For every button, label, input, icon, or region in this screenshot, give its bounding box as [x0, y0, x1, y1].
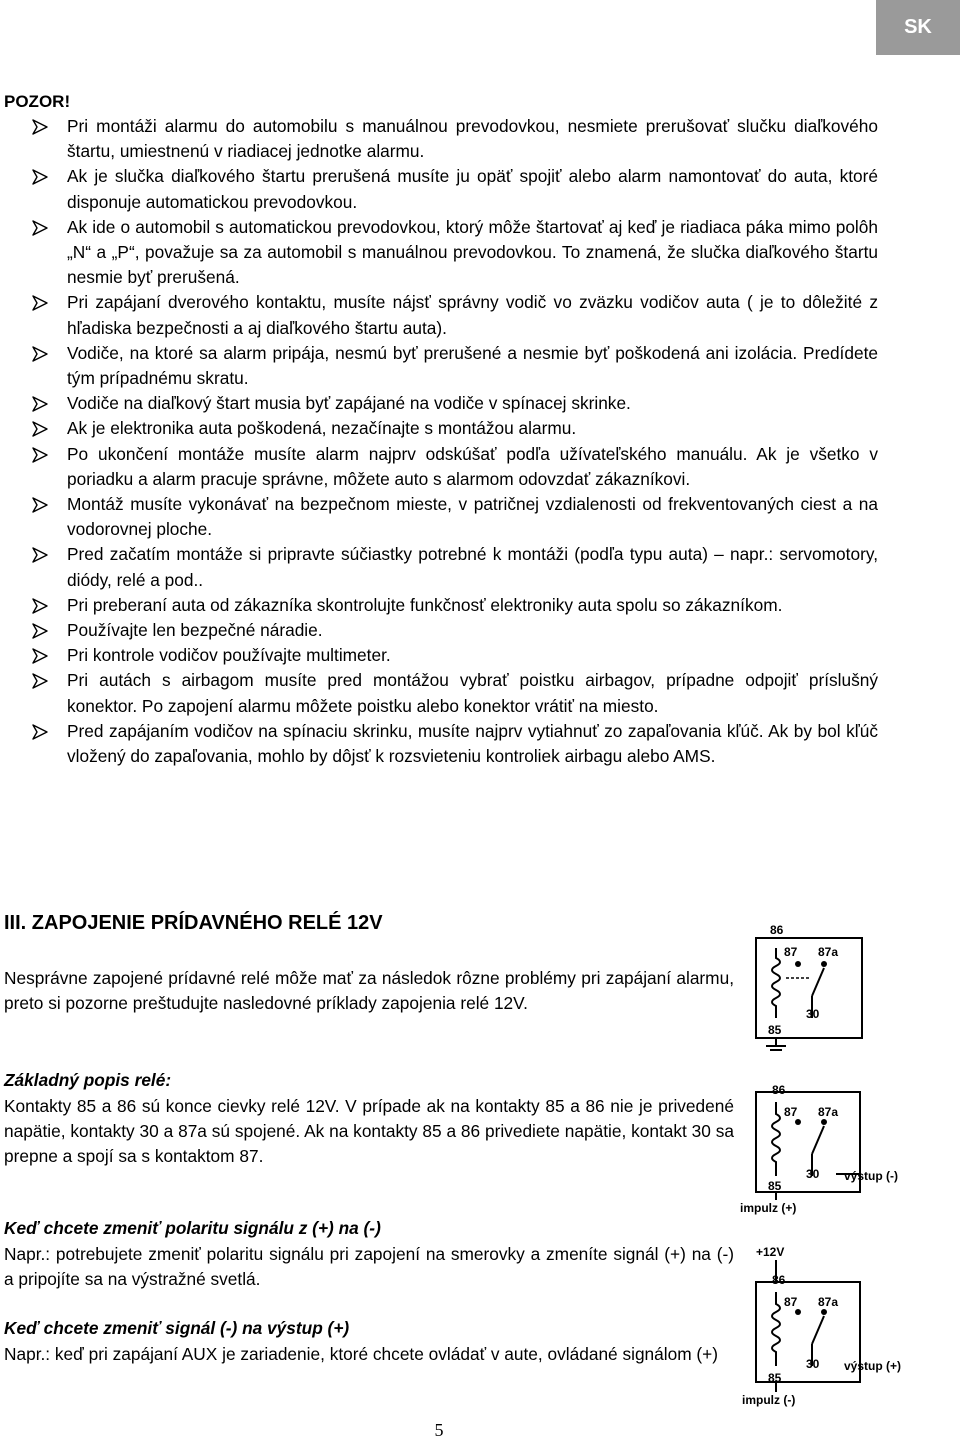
output-title: Keď chcete zmeniť signál (-) na výstup (+) — [4, 1318, 350, 1338]
relay-diagram-output — [740, 1240, 920, 1408]
warning-item — [32, 442, 878, 492]
warning-item — [32, 492, 878, 542]
warning-text: Pred začatím montáže si pripravte súčiastky potrebné k montáži (podľa typu auta) – napr.: servomotory, diódy, relé a pod.. — [67, 544, 878, 590]
arrow-bullet-icon — [32, 421, 48, 437]
warning-text: Ak je elektronika auta poškodená, nezačínajte s montážou alarmu. — [67, 418, 577, 439]
warning-text: Ak ide o automobil s automatickou prevodovkou, ktorý môže štartovať aj keď je riadiaca páka mimo polôh „N“ a „P“, považuje sa za automobil s manuálnou prevodovkou. To znamená, že slučka diaľkového štartu nesmie byť prerušená. — [67, 216, 878, 288]
arrow-bullet-icon — [32, 648, 48, 664]
warning-item — [32, 643, 878, 668]
input-label: impulz (-) — [742, 1393, 796, 1407]
warning-text: Po ukončení montáže musíte alarm najprv odskúšať podľa užívateľského manuálu. Ak je všetko v poriadku a alarm pracuje správne, môžete auto s alarmom odovzdať zákazníkovi. — [67, 443, 878, 489]
warning-item — [32, 719, 878, 769]
relay-diagram-polarity — [740, 1080, 920, 1216]
pin-87a-label: 87a — [818, 1295, 839, 1309]
pin-85-label: 85 — [768, 1023, 782, 1037]
pin-87a-label: 87a — [818, 945, 839, 959]
arrow-bullet-icon — [32, 497, 48, 513]
warning-text: Pri autách s airbagom musíte pred montážou vybrať poistku airbagov, prípadne odpojiť príslušný konektor. Po zapojení alarmu môžete poistku alebo konektor vrátiť na miesto. — [67, 670, 878, 716]
pin-85-label: 85 — [768, 1371, 782, 1385]
pin-86-label: 86 — [772, 1273, 786, 1287]
arrow-bullet-icon — [32, 169, 48, 185]
warning-item — [32, 618, 878, 643]
arrow-bullet-icon — [32, 295, 48, 311]
warning-item — [32, 114, 878, 164]
pin-87-label: 87 — [784, 1295, 798, 1309]
warning-text: Pri zapájaní dverového kontaktu, musíte nájsť správny vodič vo zväzku vodičov auta ( je to dôležité z hľadiska bezpečnosti a aj diaľkového štartu auta). — [67, 292, 878, 338]
input-label: impulz (+) — [740, 1201, 797, 1215]
warning-item — [32, 164, 878, 214]
switch-contact-icon — [812, 1316, 824, 1344]
output-text: Napr.: keď pri zapájaní AUX je zariadenie, ktoré chcete ovládať v aute, ovládané signálom (+) — [4, 1344, 719, 1364]
warning-item — [32, 290, 878, 340]
coil-icon — [772, 1102, 780, 1176]
arrow-bullet-icon — [32, 119, 48, 135]
page-number: 5 — [434, 1420, 444, 1440]
warning-item — [32, 668, 878, 718]
warning-text: Vodiče, na ktoré sa alarm pripája, nesmú byť prerušené a nesmie byť poškodená ani izolácia. Predídete tým prípadnému skratu. — [67, 342, 878, 389]
pin-86-label: 86 — [770, 923, 784, 937]
warning-item — [32, 593, 878, 618]
warning-text: Pred zapájaním vodičov na spínaciu skrinku, musíte najprv vytiahnuť zo zapaľovania kľúč. Ak by bol kľúč vložený do zapaľovania, mohlo by dôjsť k rozsvieteniu kontroliek airbagu alebo AMS. — [67, 720, 878, 767]
pin-30-label: 30 — [806, 1167, 820, 1181]
pin-30-label: 30 — [806, 1007, 820, 1021]
warning-item — [32, 391, 878, 416]
polarity-title: Keď chcete zmeniť polaritu signálu z (+) na (-) — [4, 1218, 381, 1238]
pin-87a-label: 87a — [818, 1105, 839, 1119]
supply-label: +12V — [756, 1245, 785, 1259]
pin-87-label: 87 — [784, 945, 798, 959]
warning-text: Vodiče na diaľkový štart musia byť zapájané na vodiče v spínacej skrinke. — [67, 393, 631, 414]
output-label: výstup (+) — [844, 1359, 902, 1373]
warning-item — [32, 416, 878, 441]
arrow-bullet-icon — [32, 673, 48, 689]
warning-item — [32, 215, 878, 291]
output-label: výstup (-) — [844, 1169, 898, 1183]
warning-item — [32, 542, 878, 592]
warning-list — [32, 114, 878, 769]
switch-contact-icon — [812, 1126, 824, 1154]
arrow-bullet-icon — [32, 623, 48, 639]
relay-diagram-basic — [748, 918, 888, 1058]
arrow-bullet-icon — [32, 598, 48, 614]
warning-text: Pri montáži alarmu do automobilu s manuálnou prevodovkou, nesmiete prerušovať slučku diaľkového štartu, umiestnenú v riadiacej jednotke alarmu. — [67, 116, 878, 162]
coil-icon — [772, 1292, 780, 1366]
arrow-bullet-icon — [32, 396, 48, 412]
arrow-bullet-icon — [32, 447, 48, 463]
warning-text: Pri kontrole vodičov používajte multimeter. — [67, 645, 391, 666]
intro-paragraph: Nesprávne zapojené prídavné relé môže mať za následok rôzne problémy pri zapájaní alarmu, preto si pozorne preštudujte nasledovné príklady zapojenia relé 12V. — [4, 968, 734, 1014]
warning-text: Ak je slučka diaľkového štartu prerušená musíte ju opäť spojiť alebo alarm namontovať do auta, ktoré disponuje automatickou prevodovkou. — [67, 166, 878, 212]
warning-title: POZOR! — [4, 92, 71, 111]
pin-87-label: 87 — [784, 1105, 798, 1119]
arrow-bullet-icon — [32, 220, 48, 236]
warning-item — [32, 341, 878, 391]
basic-description-title: Základný popis relé: — [4, 1070, 172, 1090]
coil-icon — [772, 948, 780, 1018]
arrow-bullet-icon — [32, 724, 48, 740]
switch-contact-icon — [812, 968, 824, 996]
section-title: III. ZAPOJENIE PRÍDAVNÉHO RELÉ 12V — [4, 912, 383, 934]
language-tab: SK — [876, 0, 960, 55]
pin-30-label: 30 — [806, 1357, 820, 1371]
pin-86-label: 86 — [772, 1083, 786, 1097]
polarity-text: Napr.: potrebujete zmeniť polaritu signálu pri zapojení na smerovky a zmeníte signál (+) na (-) a pripojíte sa na výstražné svetlá. — [4, 1244, 734, 1290]
basic-description-text: Kontakty 85 a 86 sú konce cievky relé 12V. V prípade ak na kontakty 85 a 86 nie je privedené napätie, kontakty 30 a 87a sú spojené. Ak na kontakty 85 a 86 privediete napätie, kontakt 30 sa prepne a spojí sa s kontaktom 87. — [4, 1096, 734, 1167]
arrow-bullet-icon — [32, 346, 48, 362]
warning-text: Používajte len bezpečné náradie. — [67, 620, 323, 641]
warning-text: Montáž musíte vykonávať na bezpečnom mieste, v patričnej vzdialenosti od frekventovaných ciest a na vodorovnej ploche. — [67, 494, 878, 540]
warning-text: Pri preberaní auta od zákazníka skontrolujte funkčnosť elektroniky auta spolu so zákazníkom. — [67, 594, 783, 615]
pin-85-label: 85 — [768, 1179, 782, 1193]
arrow-bullet-icon — [32, 547, 48, 563]
